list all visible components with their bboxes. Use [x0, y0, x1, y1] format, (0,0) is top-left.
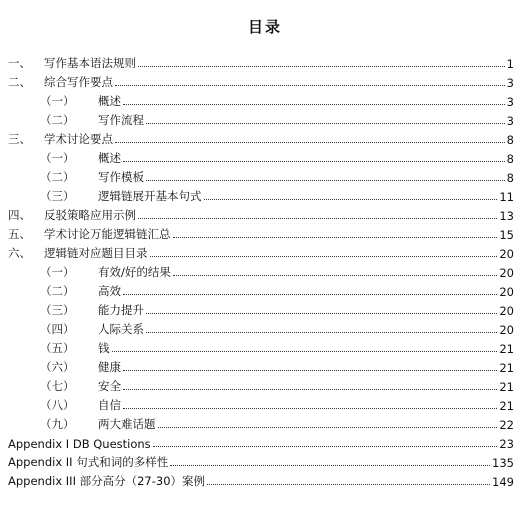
toc-leader-dots — [115, 85, 505, 86]
toc-entry-label: 综合写作要点 — [44, 75, 113, 89]
toc-entry-label: 高效 — [98, 284, 121, 298]
toc-entry-label: 写作模板 — [98, 170, 144, 184]
toc-entry-label: 钱 — [98, 341, 110, 355]
toc-leader-dots — [123, 408, 497, 409]
toc-entry-label: 人际关系 — [98, 322, 144, 336]
toc-entry-page: 21 — [499, 342, 514, 356]
toc-leader-dots — [138, 218, 497, 219]
toc-entry-number: （一） — [40, 94, 75, 108]
toc-entry[interactable] — [8, 204, 514, 223]
toc-leader-dots — [146, 313, 497, 314]
toc-entry-label: Appendix II 句式和词的多样性 — [8, 455, 169, 469]
toc-entry-label: 写作流程 — [98, 113, 144, 127]
toc-entry-label: 概述 — [98, 94, 121, 108]
toc-entry[interactable] — [8, 147, 514, 166]
toc-entry[interactable] — [8, 470, 514, 489]
toc-entry-number: （二） — [40, 170, 75, 184]
toc-entry-label: 两大难话题 — [98, 417, 156, 431]
toc-leader-dots — [158, 427, 498, 428]
toc-entry-label: 写作基本语法规则 — [44, 56, 136, 70]
toc-entry-page: 20 — [499, 323, 514, 337]
toc-entry-page: 8 — [506, 152, 514, 166]
toc-entry-number: （八） — [40, 398, 75, 412]
toc-entry-page: 1 — [506, 57, 514, 71]
toc-entry[interactable] — [8, 451, 514, 470]
toc-entry-number: （七） — [40, 379, 75, 393]
toc-entry[interactable] — [8, 299, 514, 318]
toc-entry[interactable] — [8, 242, 514, 261]
toc-entry[interactable] — [8, 52, 514, 71]
toc-entry-label: 概述 — [98, 151, 121, 165]
toc-entry-page: 3 — [506, 95, 514, 109]
toc-entry-number: 五、 — [8, 227, 31, 241]
toc-entry-page: 22 — [499, 418, 514, 432]
toc-entry-number: 六、 — [8, 246, 31, 260]
toc-entry-label: 自信 — [98, 398, 121, 412]
toc-entry[interactable] — [8, 128, 514, 147]
toc-entry-page: 15 — [499, 228, 514, 242]
toc-entry-label: 学术讨论万能逻辑链汇总 — [44, 227, 171, 241]
toc-entry-label: 逻辑链展开基本句式 — [98, 189, 202, 203]
toc-entry-page: 13 — [499, 209, 514, 223]
toc-leader-dots — [204, 199, 498, 200]
toc-entry-page: 21 — [499, 361, 514, 375]
toc-entry-number: （二） — [40, 113, 75, 127]
toc-entry-page: 20 — [499, 285, 514, 299]
toc-leader-dots — [150, 256, 498, 257]
toc-entry-page: 11 — [499, 190, 514, 204]
toc-entry-page: 23 — [499, 437, 514, 451]
toc-list — [8, 52, 514, 489]
toc-leader-dots — [146, 180, 505, 181]
toc-entry[interactable] — [8, 261, 514, 280]
toc-leader-dots — [123, 104, 505, 105]
toc-entry[interactable] — [8, 109, 514, 128]
toc-entry-number: 四、 — [8, 208, 31, 222]
toc-entry[interactable] — [8, 432, 514, 451]
toc-entry-page: 3 — [506, 114, 514, 128]
toc-entry-label: 健康 — [98, 360, 121, 374]
toc-entry-label: 能力提升 — [98, 303, 144, 317]
toc-leader-dots — [115, 142, 505, 143]
toc-entry[interactable] — [8, 71, 514, 90]
toc-entry-number: （一） — [40, 265, 75, 279]
toc-entry-number: （六） — [40, 360, 75, 374]
toc-leader-dots — [173, 275, 497, 276]
toc-entry[interactable] — [8, 223, 514, 242]
toc-entry-number: 二、 — [8, 75, 31, 89]
toc-entry-number: （二） — [40, 284, 75, 298]
toc-entry-label: Appendix I DB Questions — [8, 437, 151, 451]
toc-leader-dots — [123, 370, 497, 371]
toc-title: 目录 — [247, 18, 282, 36]
toc-entry-page: 135 — [492, 456, 514, 470]
toc-entry-page: 21 — [499, 399, 514, 413]
toc-entry-page: 3 — [506, 76, 514, 90]
toc-entry-number: （三） — [40, 189, 75, 203]
toc-entry-label: 学术讨论要点 — [44, 132, 113, 146]
toc-entry[interactable] — [8, 280, 514, 299]
toc-entry-number: （一） — [40, 151, 75, 165]
toc-entry[interactable] — [8, 356, 514, 375]
toc-entry-page: 8 — [506, 133, 514, 147]
toc-entry-page: 8 — [506, 171, 514, 185]
toc-entry-number: （五） — [40, 341, 75, 355]
toc-entry[interactable] — [8, 90, 514, 109]
toc-entry-page: 149 — [492, 475, 514, 489]
toc-entry-page: 20 — [499, 304, 514, 318]
toc-entry[interactable] — [8, 318, 514, 337]
toc-entry-number: （四） — [40, 322, 75, 336]
toc-entry-number: 一、 — [8, 56, 31, 70]
toc-entry[interactable] — [8, 166, 514, 185]
toc-entry-label: 逻辑链对应题目目录 — [44, 246, 148, 260]
toc-entry-number: 三、 — [8, 132, 31, 146]
toc-entry-number: （九） — [40, 417, 75, 431]
toc-leader-dots — [146, 123, 505, 124]
toc-entry[interactable] — [8, 375, 514, 394]
toc-leader-dots — [123, 161, 505, 162]
toc-leader-dots — [153, 446, 498, 447]
toc-leader-dots — [170, 465, 490, 466]
toc-leader-dots — [207, 484, 490, 485]
toc-entry-page: 20 — [499, 247, 514, 261]
toc-leader-dots — [173, 237, 498, 238]
toc-entry-page: 21 — [499, 380, 514, 394]
toc-entry-number: （三） — [40, 303, 75, 317]
toc-leader-dots — [112, 351, 498, 352]
toc-entry[interactable] — [8, 413, 514, 432]
toc-entry-label: 安全 — [98, 379, 121, 393]
toc-entry[interactable] — [8, 394, 514, 413]
toc-entry-label: 有效/好的结果 — [98, 265, 171, 279]
toc-entry[interactable] — [8, 337, 514, 356]
toc-leader-dots — [146, 332, 497, 333]
toc-leader-dots — [123, 389, 497, 390]
toc-entry-page: 20 — [499, 266, 514, 280]
toc-entry-label: Appendix III 部分高分（27-30）案例 — [8, 474, 206, 488]
toc-leader-dots — [138, 66, 505, 67]
toc-leader-dots — [123, 294, 497, 295]
toc-entry[interactable] — [8, 185, 514, 204]
toc-entry-label: 反驳策略应用示例 — [44, 208, 136, 222]
